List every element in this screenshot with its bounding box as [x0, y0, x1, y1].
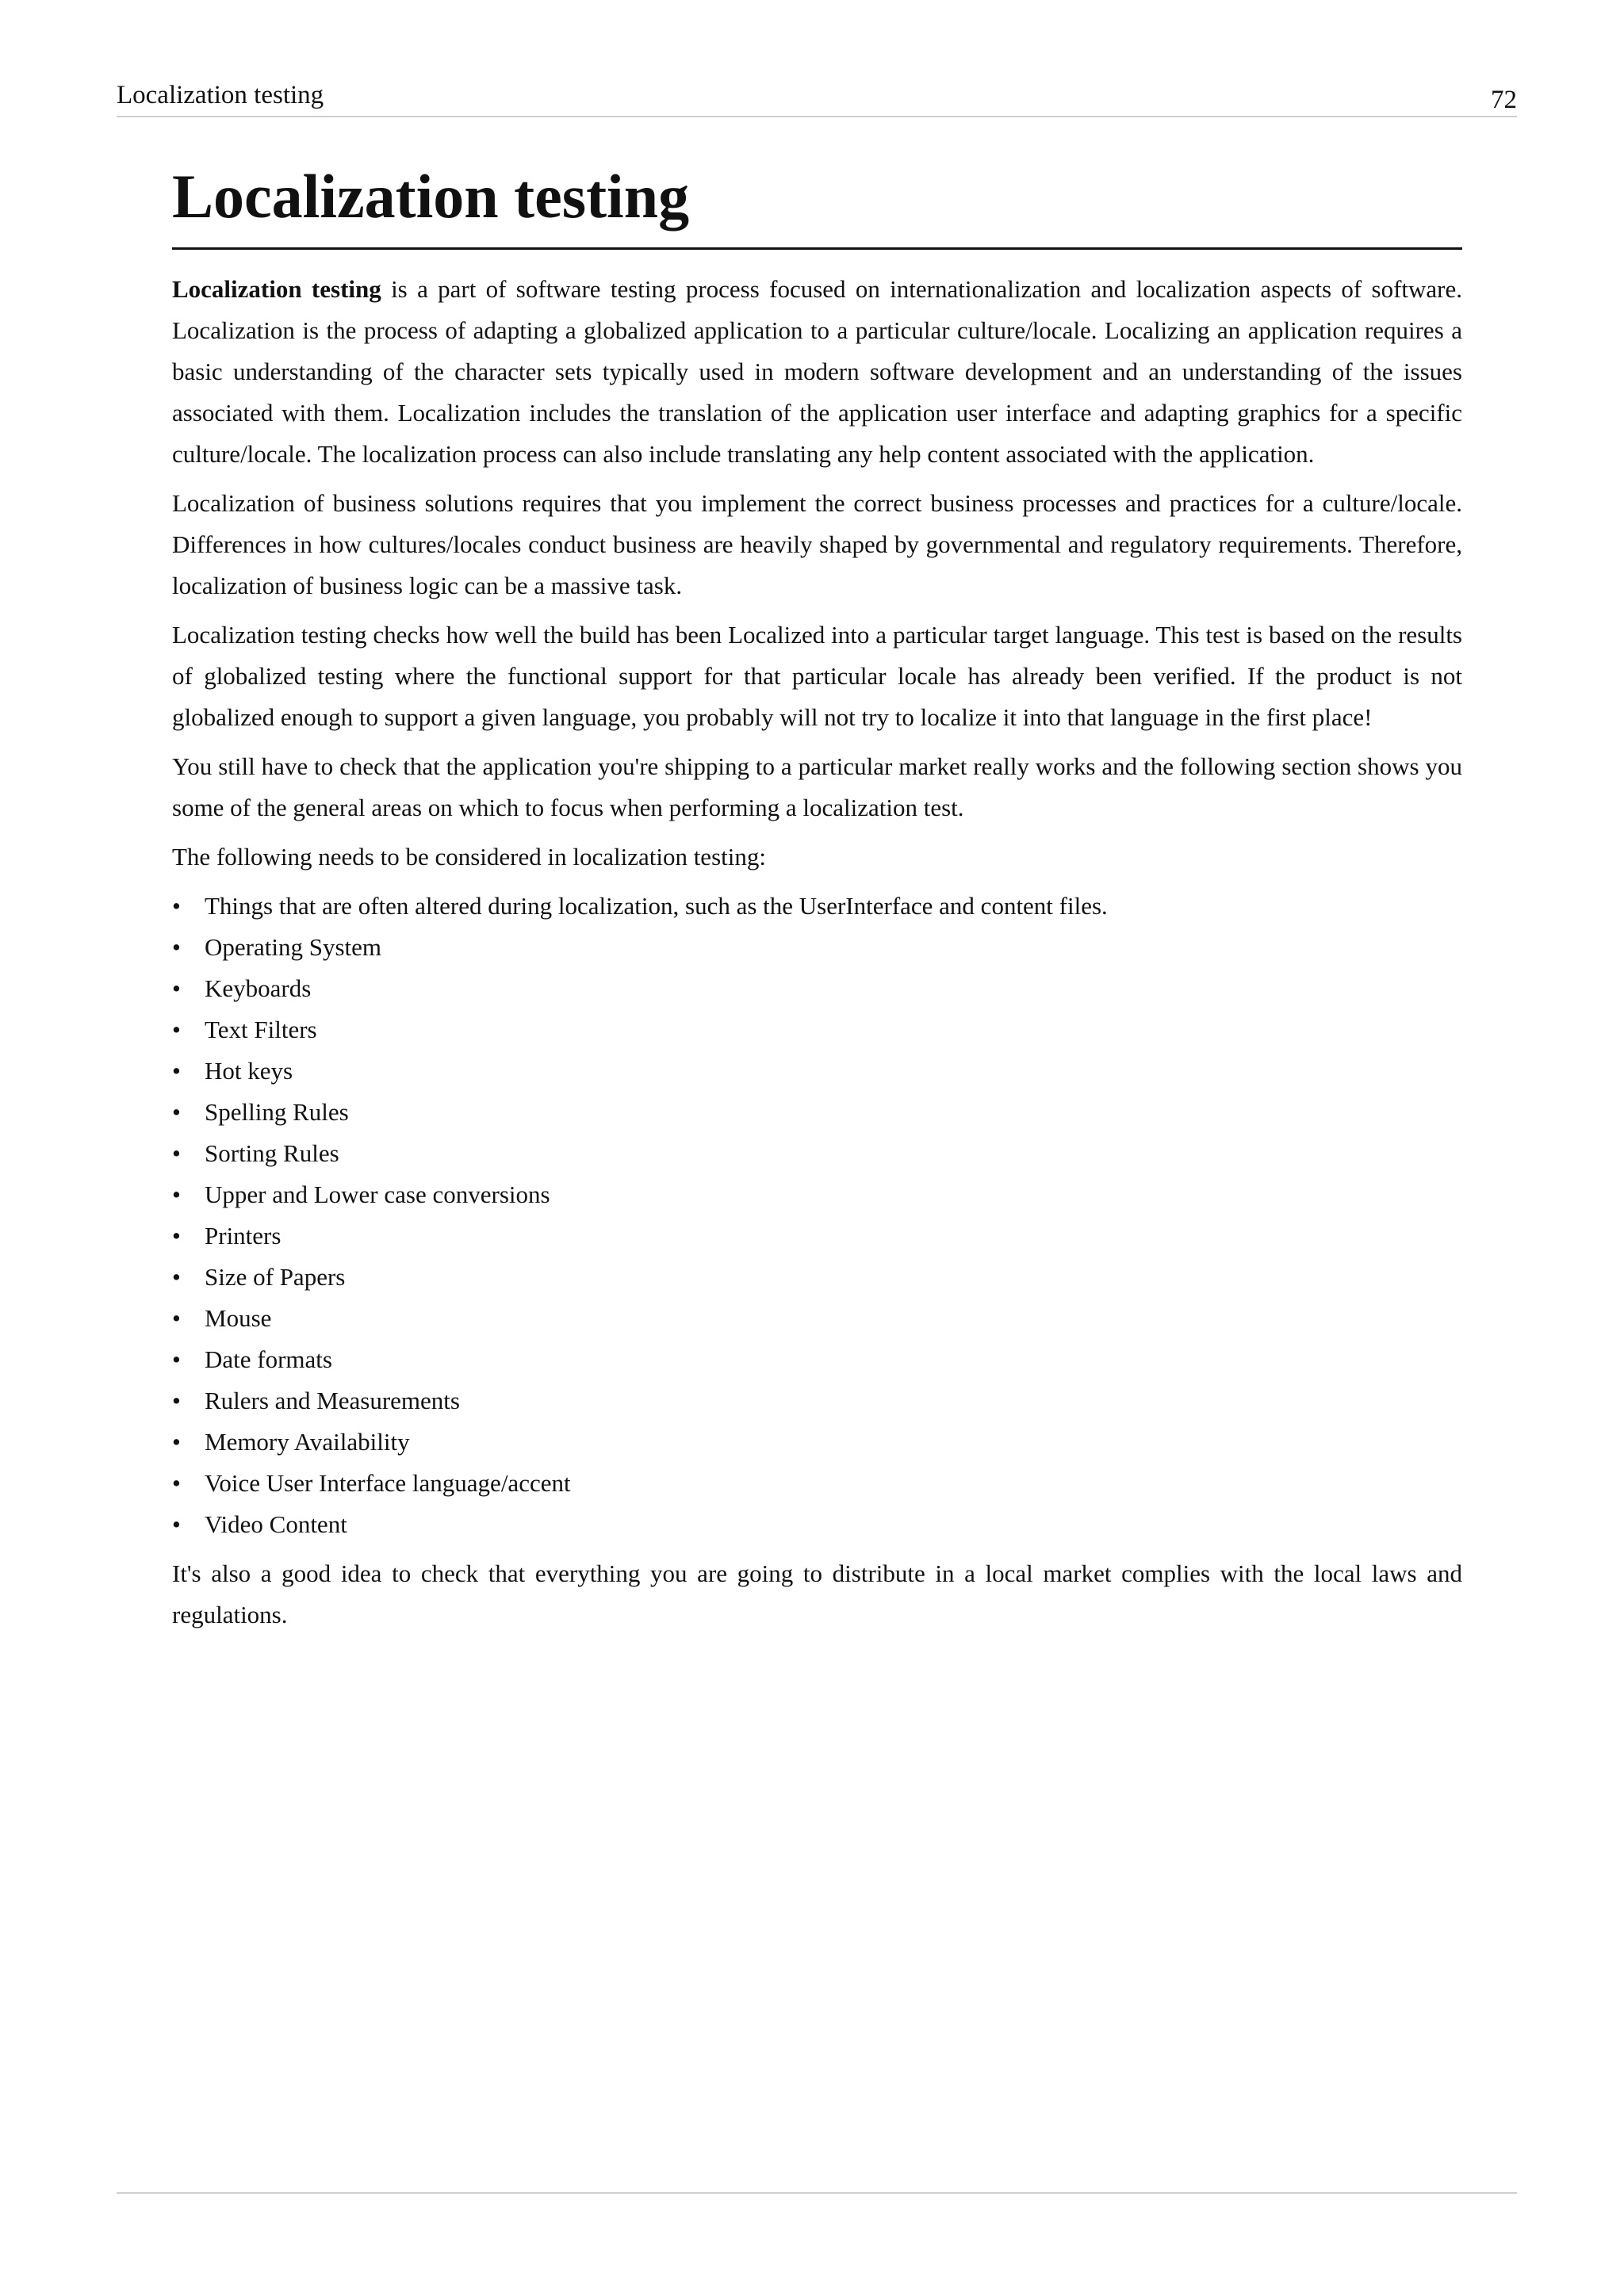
list-item-text: Size of Papers	[205, 1263, 346, 1291]
list-item-text: Rulers and Measurements	[205, 1387, 460, 1414]
list-item-text: Video Content	[205, 1510, 347, 1538]
list-item	[172, 1504, 1462, 1545]
list-item	[172, 1257, 1462, 1298]
list-item	[172, 1050, 1462, 1092]
bullet-icon: •	[172, 1016, 181, 1043]
bullet-icon: •	[172, 1304, 181, 1332]
list-item	[172, 1298, 1462, 1339]
bullet-icon: •	[172, 1387, 181, 1414]
list-item-text: Hot keys	[205, 1057, 293, 1085]
list-item	[172, 1339, 1462, 1380]
list-item-text: Printers	[205, 1222, 282, 1249]
article-title: Localization testing	[172, 157, 1462, 250]
bullet-icon: •	[172, 1345, 181, 1373]
list-item-text: Sorting Rules	[205, 1139, 339, 1167]
bullet-icon: •	[172, 974, 181, 1002]
bullet-icon: •	[172, 1469, 181, 1497]
intro-paragraph	[172, 269, 1462, 475]
list-item-text: Upper and Lower case conversions	[205, 1181, 550, 1208]
list-item	[172, 1174, 1462, 1215]
bullet-icon: •	[172, 1181, 181, 1208]
list-item	[172, 1380, 1462, 1422]
list-item	[172, 1009, 1462, 1050]
bullet-icon: •	[172, 933, 181, 961]
list-item	[172, 1463, 1462, 1504]
bullet-icon: •	[172, 1057, 181, 1085]
list-item-text: Things that are often altered during localization, such as the UserInterface and content files.	[205, 892, 1108, 920]
page-number: 72	[1491, 86, 1517, 114]
bullet-icon: •	[172, 1263, 181, 1291]
running-header	[117, 79, 1517, 117]
list-item-text: Operating System	[205, 933, 381, 961]
list-item-text: Spelling Rules	[205, 1098, 349, 1126]
bullet-icon: •	[172, 1139, 181, 1167]
list-item	[172, 1215, 1462, 1257]
list-item-text: Memory Availability	[205, 1428, 410, 1456]
list-item-text: Voice User Interface language/accent	[205, 1469, 571, 1497]
list-item	[172, 1092, 1462, 1133]
paragraph-business: Localization of business solutions requires that you implement the correct business processes and practices for a culture/locale. Differences in how cultures/locales conduct business are heavily shaped by governmental and regulatory requirements. Therefore, localization of business logic can be a massive task.	[172, 489, 1462, 599]
list-item-text: Keyboards	[205, 974, 312, 1002]
list-item-text: Text Filters	[205, 1016, 317, 1043]
considerations-list	[172, 886, 1462, 1545]
list-item	[172, 927, 1462, 968]
list-item	[172, 1422, 1462, 1463]
running-title: Localization testing	[117, 81, 324, 109]
paragraph-list-intro: The following needs to be considered in localization testing:	[172, 843, 766, 871]
article	[172, 157, 1462, 1636]
list-item	[172, 968, 1462, 1009]
bullet-icon: •	[172, 1098, 181, 1126]
paragraph-checks: Localization testing checks how well the build has been Localized into a particular target language. This test is based on the results of globalized testing where the functional support for that particular locale has already been verified. If the product is not globalized enough to support a given language, you probably will not try to localize it into that language in the first place!	[172, 621, 1462, 731]
list-item-text: Mouse	[205, 1304, 272, 1332]
bullet-icon: •	[172, 1222, 181, 1249]
paragraph-still-check: You still have to check that the application you're shipping to a particular market really works and the following section shows you some of the general areas on which to focus when performing a localization test.	[172, 752, 1462, 821]
bullet-icon: •	[172, 892, 181, 920]
intro-term: Localization testing	[172, 275, 381, 303]
list-item-text: Date formats	[205, 1345, 332, 1373]
bullet-icon: •	[172, 1428, 181, 1456]
intro-text: is a part of software testing process focused on internationalization and localization aspects of software. Localization is the process of adapting a globalized application to a particular culture/locale. Localizing an application requires a basic understanding of the character sets typically used in modern software development and an understanding of the issues associated with them. Localization includes the translation of the application user interface and adapting graphics for a specific culture/locale. The localization process can also include translating any help content associated with the application.	[172, 275, 1462, 468]
list-item	[172, 1133, 1462, 1174]
bullet-icon: •	[172, 1510, 181, 1538]
list-item	[172, 886, 1462, 927]
closing-paragraph: It's also a good idea to check that everything you are going to distribute in a local market complies with the local laws and regulations.	[172, 1559, 1462, 1628]
footer-rule	[117, 2192, 1517, 2194]
